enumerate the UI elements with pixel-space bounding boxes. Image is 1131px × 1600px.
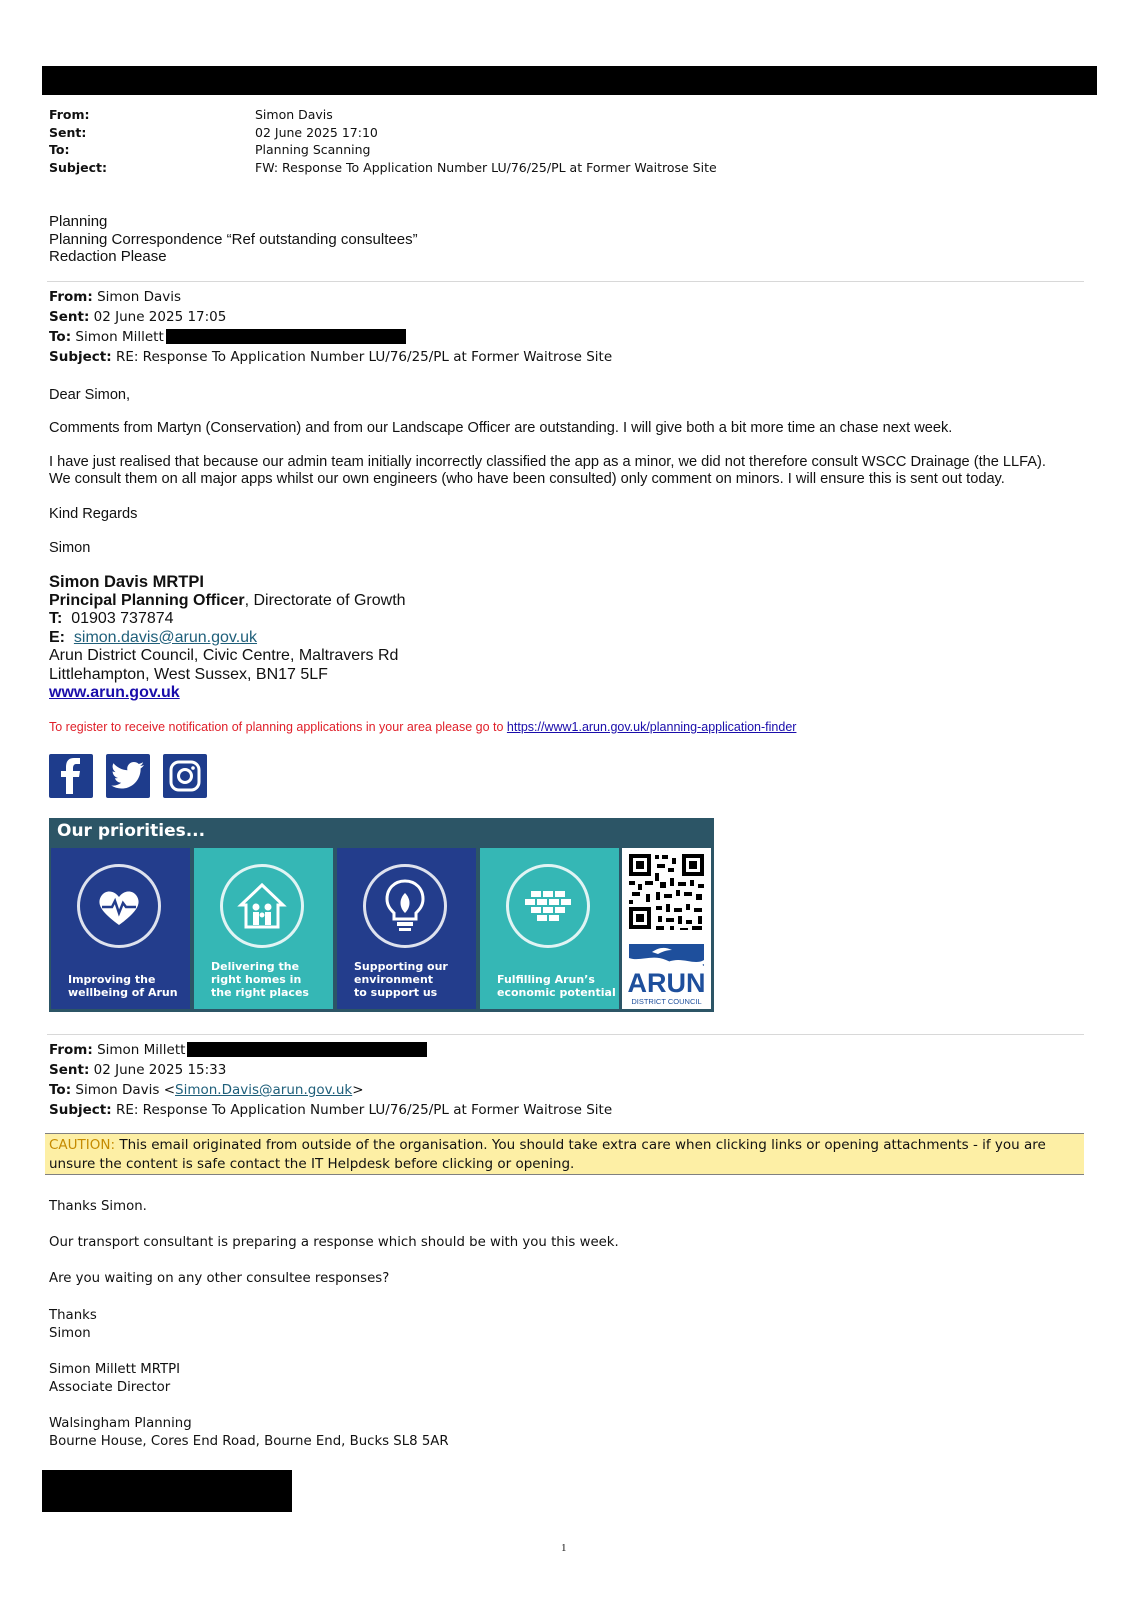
message-line: Our transport consultant is preparing a response which should be with you this week. <box>49 1235 619 1250</box>
signature-role <box>49 592 406 611</box>
paragraph-line: I have just realised that because our admin team initially incorrectly classified the app as a minor, we did not therefore consult WSCC Drainage (the LLFA). <box>49 454 1046 470</box>
banner-title: Our priorities... <box>57 821 206 841</box>
twitter-icon[interactable] <box>106 754 150 798</box>
arun-logo-subtext: DISTRICT COUNCIL <box>631 997 702 1006</box>
sender-company <box>49 1415 449 1451</box>
closing-text: Kind Regards <box>49 506 138 522</box>
panel-caption: Delivering the right homes in the right places <box>211 960 309 999</box>
paragraph: Comments from Martyn (Conservation) and from our Landscape Officer are outstanding. I will give both a bit more time an chase next week. <box>49 420 953 436</box>
qr-code-icon <box>622 848 711 1009</box>
caution-label: CAUTION: <box>49 1137 116 1153</box>
email-link[interactable]: simon.davis@arun.gov.uk <box>73 628 258 646</box>
phone-label: T: <box>49 610 63 627</box>
heart-icon <box>77 864 161 948</box>
arun-logo-text: ARUN <box>627 968 706 998</box>
intro-line: Redaction Please <box>49 248 167 265</box>
panel-caption: Fulfilling Arun’s economic potential <box>497 973 616 999</box>
to-label: To: <box>49 142 70 157</box>
sender-title: Associate Director <box>49 1380 171 1395</box>
message-header <box>49 1040 612 1120</box>
subject-label: Subject: <box>49 349 112 365</box>
priorities-banner <box>49 818 714 1012</box>
facebook-icon[interactable] <box>49 754 93 798</box>
role-title: Principal Planning Officer <box>49 591 245 609</box>
lightbulb-leaf-icon <box>363 864 447 948</box>
from-label: From: <box>49 107 90 122</box>
intro-line: Planning Correspondence “Ref outstanding consultees” <box>49 230 418 248</box>
message-header <box>49 287 612 367</box>
instagram-icon[interactable] <box>163 754 207 798</box>
page-number: 1 <box>561 1542 567 1554</box>
separator <box>47 281 1084 282</box>
redaction-bar-top <box>42 66 1097 95</box>
redacted-email <box>166 329 406 344</box>
panel-caption: Supporting our environment to support us <box>354 960 448 999</box>
redaction-block-bottom <box>42 1470 292 1512</box>
sent-label: Sent: <box>49 124 87 140</box>
company-name: Walsingham Planning <box>49 1416 192 1431</box>
phone-value: 01903 737874 <box>71 610 174 627</box>
priority-panel-economy <box>480 848 619 1009</box>
address-line: Littlehampton, West Sussex, BN17 5LF <box>49 665 328 683</box>
message-closing <box>49 1307 97 1343</box>
signoff-text: Simon <box>49 540 91 556</box>
signoff <box>49 540 1099 557</box>
from-label: From: <box>49 289 93 305</box>
closing <box>49 506 1099 523</box>
sent-value: 02 June 2025 17:10 <box>255 124 378 140</box>
external-email-caution-banner <box>45 1133 1084 1175</box>
to-value: Planning Scanning <box>255 142 371 157</box>
from-value: Simon Millett <box>97 1042 186 1058</box>
sent-value: 02 June 2025 17:05 <box>93 309 227 325</box>
planning-finder-link[interactable]: https://www1.arun.gov.uk/planning-application-finder <box>506 720 797 734</box>
intro-line: Planning <box>49 213 108 230</box>
greeting: Dear Simon, <box>49 387 131 403</box>
notice-text: To register to receive notification of planning applications in your area please go to <box>49 720 507 734</box>
message-line: Thanks Simon. <box>49 1199 147 1214</box>
to-label: To: <box>49 329 72 345</box>
brick-wall-icon <box>506 864 590 948</box>
sent-label: Sent: <box>49 1062 90 1078</box>
from-value: Simon Davis <box>255 107 333 122</box>
closing-text: Thanks <box>49 1308 97 1323</box>
email-label: E: <box>49 628 65 646</box>
subject-value: RE: Response To Application Number LU/76/25/PL at Former Waitrose Site <box>115 349 613 365</box>
subject-label: Subject: <box>49 1102 112 1118</box>
company-address: Bourne House, Cores End Road, Bourne End, Bucks SL8 5AR <box>49 1434 449 1449</box>
message-paragraph <box>49 420 1099 437</box>
forward-header <box>49 106 717 176</box>
panel-caption: Improving the wellbeing of Arun <box>68 973 178 999</box>
sent-value: 02 June 2025 15:33 <box>93 1062 227 1078</box>
role-department: , Directorate of Growth <box>244 591 406 609</box>
sender-signature <box>49 1361 180 1397</box>
signature-phone <box>49 610 406 629</box>
message-body <box>49 387 1099 404</box>
address-line: Arun District Council, Civic Centre, Maltravers Rd <box>49 647 399 664</box>
to-end: > <box>352 1082 364 1098</box>
paragraph-line: We consult them on all major apps whilst our own engineers (who have been consulted) only comment on minors. I will ensure this is sent out today. <box>49 471 1005 487</box>
subject-value: RE: Response To Application Number LU/76/25/PL at Former Waitrose Site <box>115 1102 613 1118</box>
planning-notice <box>49 720 796 734</box>
sent-label: Sent: <box>49 309 90 325</box>
priority-panel-homes <box>194 848 333 1009</box>
to-label: To: <box>49 1082 72 1098</box>
from-label: From: <box>49 1042 93 1058</box>
qr-code-and-logo <box>622 848 711 1009</box>
message-line: Are you waiting on any other consultee responses? <box>49 1271 390 1286</box>
redacted-email <box>187 1042 427 1057</box>
to-email-link[interactable]: Simon.Davis@arun.gov.uk <box>175 1082 353 1098</box>
priority-panel-environment <box>337 848 476 1009</box>
priority-panel-wellbeing <box>51 848 190 1009</box>
subject-value: FW: Response To Application Number LU/76/25/PL at Former Waitrose Site <box>255 159 717 175</box>
caution-text: This email originated from outside of the organisation. You should take extra care when clicking links or opening attachments - if you are unsure the content is safe contact the IT Helpdesk before clicking or opening. <box>49 1137 1046 1172</box>
to-name: Simon Davis < <box>75 1082 176 1098</box>
subject-label: Subject: <box>49 159 107 175</box>
sender-name: Simon Millett MRTPI <box>49 1362 181 1377</box>
signature-name: Simon Davis MRTPI <box>49 573 204 591</box>
email-signature <box>49 573 406 703</box>
separator <box>47 1034 1084 1035</box>
to-value: Simon Millett <box>75 329 164 345</box>
website-link[interactable]: www.arun.gov.uk <box>49 684 180 701</box>
signoff-text: Simon <box>49 1326 91 1341</box>
signature-email <box>49 629 406 648</box>
house-family-icon <box>220 864 304 948</box>
forward-intro <box>49 213 418 266</box>
message-paragraph <box>49 454 1099 488</box>
from-value: Simon Davis <box>97 289 182 305</box>
